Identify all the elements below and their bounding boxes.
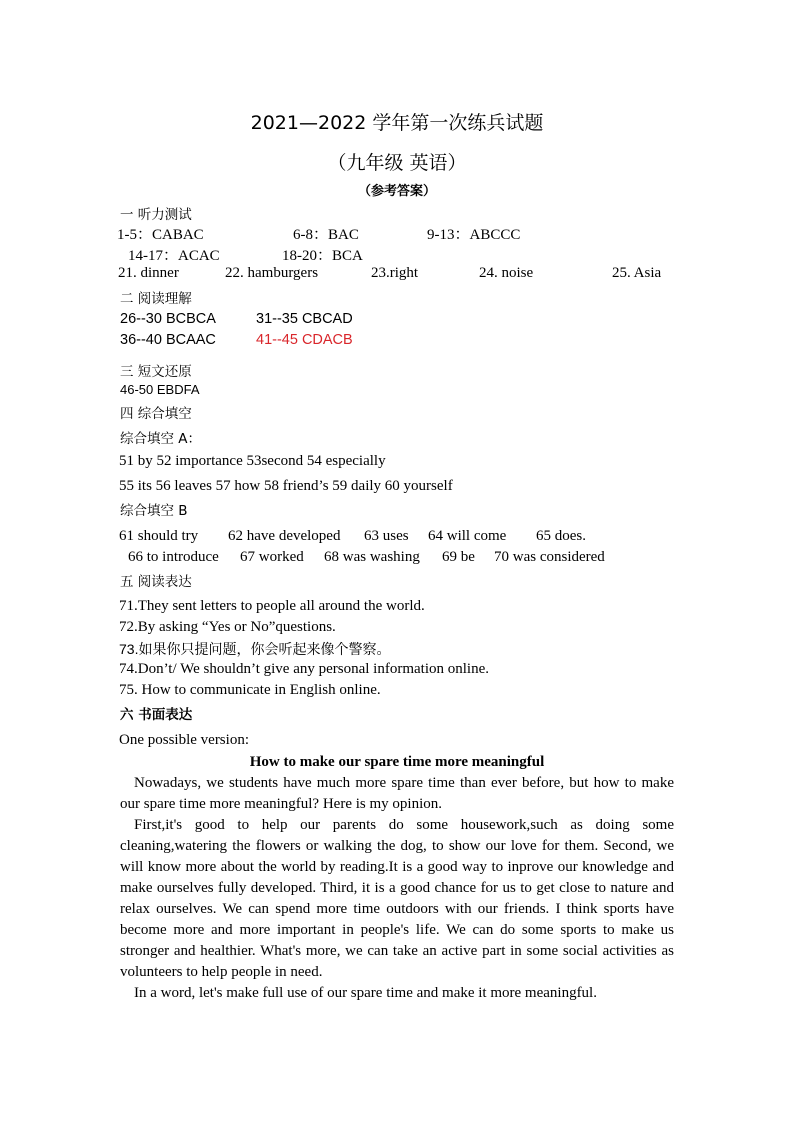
essay-paragraph: First,it's good to help our parents do some housework,such as doing some cleaning,watering the flowers or walking the dog, to show our love for them. Second, we will know more about the world by reading.It is a good way to inprove our knowledge and make ourselves fully developed. Third, it is a good chance for us to get close to nature and relax ourselves. We can spend more time outdoors with our friends. I think sports have become more and more important in people's life. We can do some sports to make us stronger and healthier. What's more, we can take an active part in some social activities as volunteers to help people in need. bbox=[120, 817, 674, 980]
answer-item: 64 will come bbox=[428, 528, 507, 544]
answer-item: 36--40 BCAAC bbox=[120, 332, 216, 348]
essay-intro: One possible version: bbox=[119, 732, 249, 748]
answer-item: 46-50 EBDFA bbox=[120, 382, 200, 397]
section-heading-reading: 二 阅读理解 bbox=[120, 291, 192, 307]
answer-item: 14-17：ACAC bbox=[128, 248, 220, 264]
cloze-a-line: 55 its 56 leaves 57 how 58 friend’s 59 daily 60 yourself bbox=[119, 478, 453, 494]
section-heading-reading-expression: 五 阅读表达 bbox=[120, 574, 192, 590]
essay-paragraph: In a word, let's make full use of our spare time and make it more meaningful. bbox=[134, 985, 597, 1001]
answer-item: 22. hamburgers bbox=[225, 265, 319, 281]
answer-item: 69 be bbox=[442, 549, 475, 565]
cloze-a-line: 51 by 52 importance 53second 54 especially bbox=[119, 453, 386, 469]
answer-item: 73.如果你只提问题，你会听起来像个警察。 bbox=[119, 641, 391, 657]
page-title: 2021—2022 学年第一次练兵试题 bbox=[250, 112, 544, 134]
answer-item-highlighted: 41--45 CDACB bbox=[256, 332, 353, 348]
essay-title: How to make our spare time more meaningful bbox=[249, 754, 545, 770]
answer-item: 63 uses bbox=[364, 528, 409, 544]
essay bbox=[120, 752, 674, 1004]
answer-item: 71.They sent letters to people all around the world. bbox=[119, 598, 425, 614]
answer-item: 9-13：ABCCC bbox=[427, 227, 521, 243]
answer-item: 18-20：BCA bbox=[282, 248, 363, 264]
section-heading-cloze: 四 综合填空 bbox=[120, 406, 192, 422]
answer-label: （参考答案） bbox=[357, 184, 436, 199]
answer-item: 66 to introduce bbox=[128, 549, 219, 565]
answer-item: 1-5：CABAC bbox=[117, 227, 204, 243]
answer-item: 31--35 CBCAD bbox=[256, 311, 353, 327]
answer-item: 25. Asia bbox=[612, 265, 662, 281]
answer-item: 24. noise bbox=[479, 265, 534, 281]
section-heading-listening: 一 听力测试 bbox=[120, 207, 192, 223]
answer-item: 72.By asking “Yes or No”questions. bbox=[119, 619, 336, 635]
answer-item: 70 was considered bbox=[494, 549, 605, 565]
page-subtitle: （九年级 英语） bbox=[327, 152, 467, 174]
answer-item: 68 was washing bbox=[324, 549, 420, 565]
answer-item: 74.Don’t/ We shouldn’t give any personal information online. bbox=[119, 661, 489, 677]
answer-item: 75. How to communicate in English online. bbox=[119, 682, 381, 698]
answer-item: 67 worked bbox=[240, 549, 304, 565]
answer-item: 23.right bbox=[371, 265, 419, 281]
answer-item: 65 does. bbox=[536, 528, 586, 544]
essay-paragraph: Nowadays, we students have much more spare time than ever before, but how to make our spare time more meaningful? Here is my opinion. bbox=[120, 775, 674, 812]
answer-item: 62 have developed bbox=[228, 528, 341, 544]
cloze-a-label: 综合填空 A： bbox=[120, 431, 202, 447]
section-heading-passage: 三 短文还原 bbox=[120, 364, 192, 380]
section-heading-writing: 六 书面表达 bbox=[120, 707, 193, 723]
answer-item: 26--30 BCBCA bbox=[120, 311, 216, 327]
answer-item: 6-8：BAC bbox=[293, 227, 359, 243]
cloze-b-label: 综合填空 B bbox=[120, 503, 188, 519]
answer-item: 21. dinner bbox=[118, 265, 179, 281]
answer-item: 61 should try bbox=[119, 528, 199, 544]
